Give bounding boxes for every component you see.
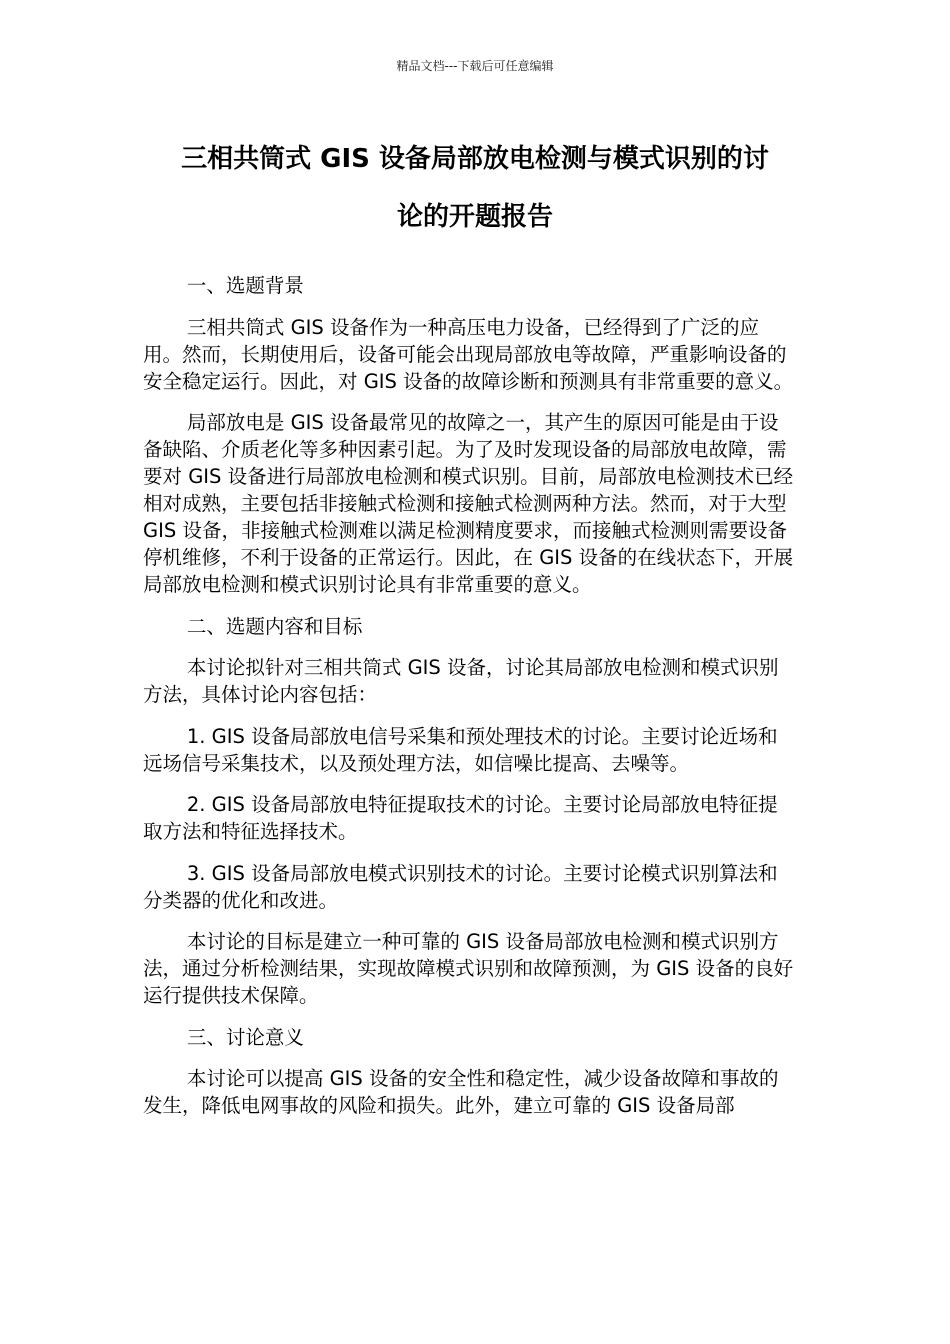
paragraph: 三相共筒式 GIS 设备作为一种高压电力设备，已经得到了广泛的应用。然而，长期使用后，设备可能会出现局部放电等故障，严重影响设备的安全稳定运行。因此，对 GIS 设备的故障诊断和预测具有非常重要的意义。	[143, 315, 794, 393]
paragraph: 本讨论的目标是建立一种可靠的 GIS 设备局部放电检测和模式识别方法，通过分析检测结果，实现故障模式识别和故障预测，为 GIS 设备的良好运行提供技术保障。	[143, 930, 794, 1007]
list-item: 3. GIS 设备局部放电模式识别技术的讨论。主要讨论模式识别算法和分类器的优化和改进。	[143, 861, 778, 912]
paragraph: 局部放电是 GIS 设备最常见的故障之一，其产生的原因可能是由于设备缺陷、介质老化等多种因素引起。为了及时发现设备的局部放电故障，需要对 GIS 设备进行局部放电检测和模式识别。目前，局部放电检测技术已经相对成熟，主要包括非接触式检测和接触式检测两种方法。然而，对于大型 GIS 设备，非接触式检测难以满足检测精度要求，而接触式检测则需要设备停机维修，不利于设备的正常运行。因此，在 GIS 设备的在线状态下，开展局部放电检测和模式识别讨论具有非常重要的意义。	[143, 411, 794, 596]
section-heading-significance: 三、讨论意义	[186, 1025, 304, 1049]
paragraph: 本讨论可以提高 GIS 设备的安全性和稳定性，减少设备故障和事故的发生，降低电网事故的风险和损失。此外，建立可靠的 GIS 设备局部	[143, 1067, 779, 1117]
document-body	[143, 272, 795, 1134]
page-header: 精品文档---下载后可任意编辑	[396, 59, 554, 73]
document-title	[150, 130, 800, 246]
section-heading-background: 一、选题背景	[186, 274, 304, 297]
title-line-1: 三相共筒式 GIS 设备局部放电检测与模式识别的讨	[181, 144, 769, 174]
section-heading-content-goals: 二、选题内容和目标	[186, 614, 363, 638]
list-item: 2. GIS 设备局部放电特征提取技术的讨论。主要讨论局部放电特征提取方法和特征选择技术。	[143, 793, 778, 843]
paragraph: 本讨论拟针对三相共筒式 GIS 设备，讨论其局部放电检测和模式识别方法，具体讨论内容包括：	[143, 656, 779, 706]
list-item: 1. GIS 设备局部放电信号采集和预处理技术的讨论。主要讨论近场和远场信号采集技术，以及预处理方法，如信噪比提高、去噪等。	[143, 724, 778, 775]
title-line-2: 论的开题报告	[396, 202, 553, 232]
